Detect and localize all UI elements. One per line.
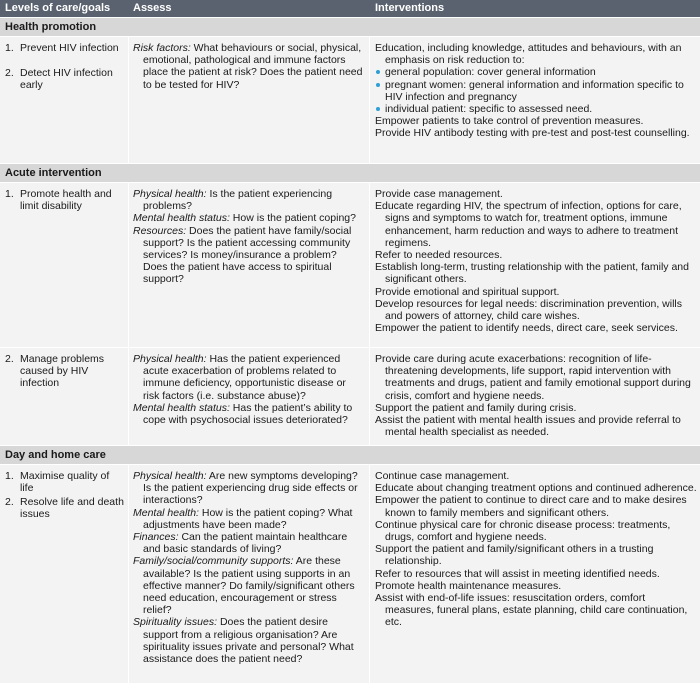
interventions-cell <box>375 353 697 438</box>
section-title: Acute intervention <box>5 167 102 179</box>
assess-label: Physical health: <box>133 353 207 365</box>
assess-label: Physical health: <box>133 188 207 200</box>
assess-label: Mental health: <box>133 506 199 519</box>
goal-text: Prevent HIV infection <box>20 42 119 54</box>
header-interventions: Interventions <box>375 2 445 14</box>
assess-cell <box>133 353 364 426</box>
assess-text: What behaviours or social, physical, emotional, pathological and immune factors place the patient at risk? Does the patient need to be tested for HIV? <box>143 42 363 91</box>
interventions-cell <box>375 188 697 334</box>
assess-text: Are new symptoms developing? Is the patient experiencing drug side effects or interactions? <box>143 470 358 507</box>
goals-cell <box>0 42 127 92</box>
section-acute-intervention <box>0 164 700 182</box>
goals-cell <box>0 353 127 393</box>
intervention-item: Promote health maintenance measures. <box>375 579 562 592</box>
goal-number: 1. <box>5 470 14 482</box>
table-header <box>0 0 700 17</box>
assess-label: Resources: <box>133 224 187 237</box>
intervention-item: Refer to needed resources. <box>375 249 503 262</box>
intervention-bullet: general population: cover general information <box>375 66 697 78</box>
goal-text: Detect HIV infection early <box>20 67 113 92</box>
goals-cell <box>0 188 127 213</box>
section-title: Day and home care <box>5 449 106 461</box>
assess-text: Can the patient maintain healthcare and basic standards of living? <box>143 531 348 556</box>
table-row <box>0 465 700 683</box>
intervention-bullet: pregnant women: general information and information specific to HIV infection and pregnancy <box>375 79 697 103</box>
intervention-item: Empower the patient to continue to direct care and to make desires known to family members and significant others. <box>375 494 687 519</box>
section-title: Health promotion <box>5 21 97 33</box>
assess-text: Has the patient experienced acute exacerbation of problems related to immune deficiency, opportunistic disease or risk factors (i.e. substance abuse)? <box>143 353 346 402</box>
goals-cell <box>0 470 127 522</box>
intervention-item: Empower patients to take control of prevention measures. <box>375 115 644 128</box>
intervention-item: Support the patient and family during crisis. <box>375 401 577 414</box>
intervention-item: Refer to resources that will assist in meeting identified needs. <box>375 567 660 580</box>
intervention-item: Continue physical care for chronic disease process: treatments, drugs, comfort and hygiene needs. <box>375 518 671 544</box>
intervention-item: Empower the patient to identify needs, direct care, seek services. <box>375 322 678 335</box>
assess-label: Mental health status: <box>133 212 230 225</box>
intervention-item: Provide HIV antibody testing with pre-test and post-test counselling. <box>375 127 690 140</box>
intervention-item: Develop resources for legal needs: discrimination prevention, wills and powers of attorney, child care wishes. <box>375 297 682 323</box>
intervention-item: Continue case management. <box>375 470 510 482</box>
header-levels: Levels of care/goals <box>5 2 111 14</box>
interventions-cell <box>375 470 697 629</box>
goal-text: Manage problems caused by HIV infection <box>20 353 105 390</box>
goal-number: 1. <box>5 42 14 54</box>
intervention-item: Educate regarding HIV, the spectrum of infection, options for care, signs and symptoms to watch for, treatment options, immune enhancement, harm reduction and ways to adhere to treatment regimens. <box>375 200 682 249</box>
assess-text: Has the patient’s ability to cope with psychosocial issues deteriorated? <box>143 401 353 427</box>
interventions-cell <box>375 42 697 140</box>
table-row <box>0 183 700 348</box>
assess-label: Physical health: <box>133 470 207 482</box>
intervention-bullet: individual patient: specific to assessed need. <box>375 103 697 115</box>
assess-cell <box>133 42 364 91</box>
table-row <box>0 37 700 164</box>
intervention-item: Educate about changing treatment options and continued adherence. <box>375 482 697 495</box>
intervention-item: Assist the patient with mental health issues and provide referral to mental health specialist as needed. <box>375 414 681 439</box>
assess-cell <box>133 470 364 665</box>
goal-number: 2. <box>5 67 14 79</box>
goal-number: 1. <box>5 188 14 200</box>
goal-text: Maximise quality of life <box>20 470 110 495</box>
intervention-item: Support the patient and family/significant others in a trusting relationship. <box>375 543 654 568</box>
assess-label: Finances: <box>133 531 179 544</box>
assess-label: Mental health status: <box>133 401 230 414</box>
section-day-home-care <box>0 446 700 464</box>
assess-text: How is the patient coping? <box>229 212 356 225</box>
assess-label: Risk factors: <box>133 42 191 54</box>
intervention-item: Provide case management. <box>375 188 503 200</box>
section-health-promotion <box>0 18 700 36</box>
header-assess: Assess <box>133 2 172 14</box>
goal-text: Promote health and limit disability <box>20 188 112 213</box>
intervention-item: Establish long-term, trusting relationship with the patient, family and significant others. <box>375 261 689 286</box>
assess-text: How is the patient coping? What adjustments have been made? <box>143 506 353 531</box>
goal-text: Resolve life and death issues <box>20 496 124 521</box>
assess-text: Are these available? Is the patient using supports in an effective manner? Do family/significant others need education, encouragement or stress relief? <box>143 555 355 617</box>
assess-text: Is the patient experiencing problems? <box>143 188 333 213</box>
intervention-item: Provide care during acute exacerbations: recognition of life-threatening developments, life support, rapid intervention with treatments and drugs, patient and family emotional support during crisis, comfort and hygiene needs. <box>375 353 691 402</box>
assess-cell <box>133 188 364 286</box>
assess-text: Does the patient desire support from a religious organisation? Are spirituality issues private and personal? What assistance does the patient need? <box>143 616 354 666</box>
assess-label: Family/social/community supports: <box>133 555 294 568</box>
goal-number: 2. <box>5 496 14 508</box>
intervention-item: Assist with end-of-life issues: resuscitation orders, comfort measures, funeral plans, estate planning, child care continuation, etc. <box>375 592 688 629</box>
assess-label: Spirituality issues: <box>133 616 218 629</box>
goal-number: 2. <box>5 353 14 365</box>
table-row <box>0 348 700 446</box>
intervention-item: Education, including knowledge, attitudes and behaviours, with an emphasis on risk reduction to: <box>375 42 682 67</box>
assess-text: Does the patient have family/social support? Is the patient accessing community services? Is money/insurance a problem? Does the patient have access to spiritual support? <box>143 224 352 286</box>
intervention-item: Provide emotional and spiritual support. <box>375 285 560 298</box>
